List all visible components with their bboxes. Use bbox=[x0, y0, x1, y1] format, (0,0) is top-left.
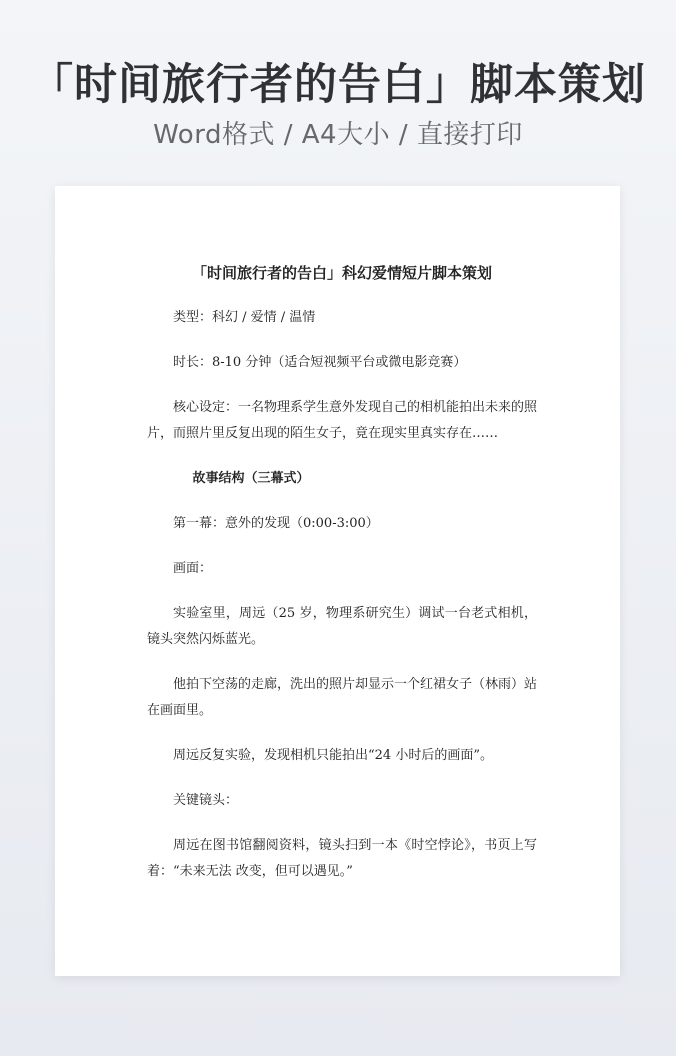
duration-line: 时长：8-10 分钟（适合短视频平台或微电影竞赛） bbox=[173, 354, 467, 370]
core-premise-paragraph: 核心设定：一名物理系学生意外发现自己的相机能拍出未来的照片，而照片里反复出现的陌生女子，竟在现实里真实存在…… bbox=[147, 399, 538, 441]
key-shot-paragraph: 周远在图书馆翻阅资料，镜头扫到一本《时空悖论》，书页上写着：“未来无法 改变，但可以遇见。” bbox=[147, 837, 537, 879]
document-page bbox=[55, 186, 620, 976]
genre-line: 类型：科幻 / 爱情 / 温情 bbox=[173, 309, 316, 325]
document-body bbox=[147, 262, 537, 904]
banner-subtitle: Word格式 / A4大小 / 直接打印 bbox=[153, 119, 523, 150]
story-structure-heading: 故事结构（三幕式） bbox=[192, 470, 310, 486]
document-title: 「时间旅行者的告白」科幻爱情短片脚本策划 bbox=[191, 264, 492, 282]
scene-paragraph-corridor: 他拍下空荡的走廊，洗出的照片却显示一个红裙女子（林雨）站在画面里。 bbox=[147, 676, 538, 718]
act-one-heading: 第一幕：意外的发现（0:00-3:00） bbox=[173, 515, 379, 531]
banner-title: 「时间旅行者的告白」脚本策划 bbox=[30, 60, 646, 110]
key-shot-label: 关键镜头： bbox=[173, 792, 239, 808]
scene-label: 画面： bbox=[173, 560, 213, 576]
banner bbox=[0, 60, 676, 151]
scene-paragraph-lab: 实验室里，周远（25 岁，物理系研究生）调试一台老式相机，镜头突然闪烁蓝光。 bbox=[147, 605, 537, 647]
scene-paragraph-experiment: 周远反复实验，发现相机只能拍出“24 小时后的画面”。 bbox=[173, 747, 493, 763]
